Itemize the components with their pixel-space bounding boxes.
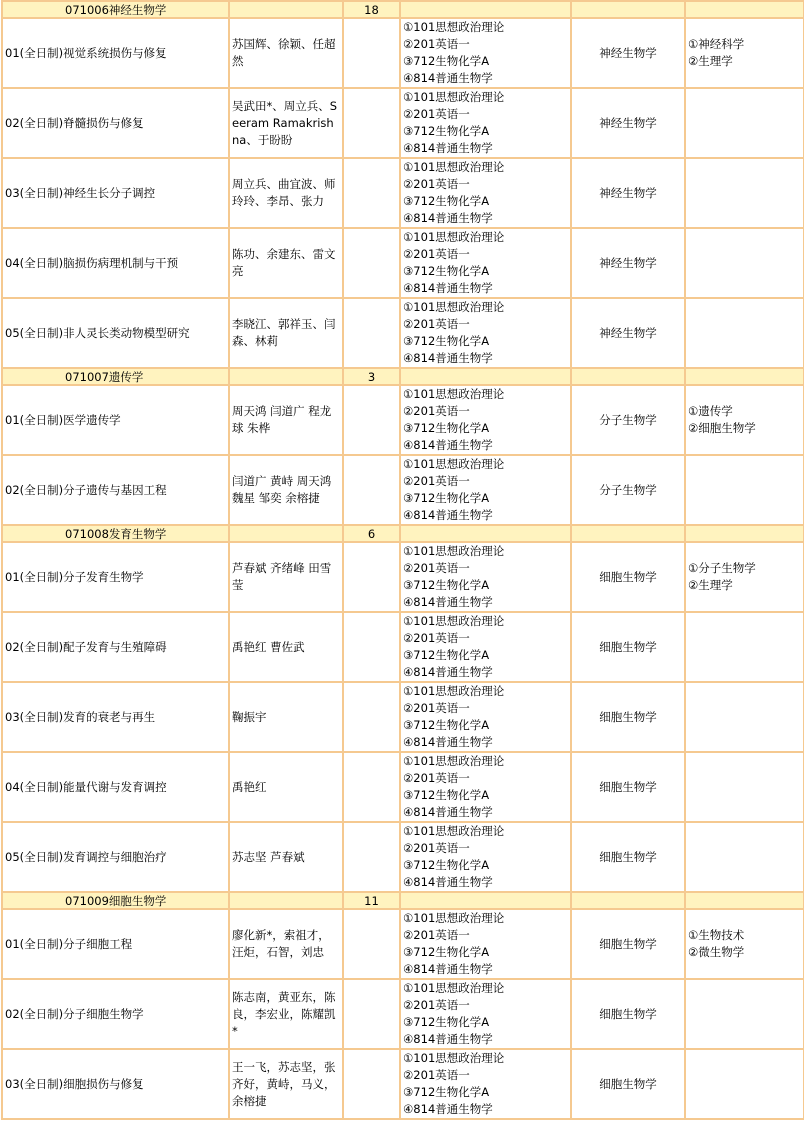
retest-subject: 细胞生物学 — [599, 1076, 657, 1091]
section-header-row — [2, 1, 804, 18]
research-direction: 01(全日制)分子发育生物学 — [5, 569, 144, 584]
retest-subject: 细胞生物学 — [599, 779, 657, 794]
retest-subject: 神经生物学 — [599, 115, 657, 130]
retest-subject-cell — [571, 1049, 685, 1119]
direction-cell — [2, 1049, 229, 1119]
supervisors-cell — [229, 228, 343, 298]
section-title-cell — [2, 525, 229, 542]
section-count-cell — [343, 368, 400, 385]
retest-subject: 细胞生物学 — [599, 709, 657, 724]
exam-subject: ③712生物化学A — [403, 421, 490, 435]
supplement-subject: ①遗传学 — [688, 404, 733, 418]
count-cell — [343, 18, 400, 88]
table-row — [2, 18, 804, 88]
section-header-row — [2, 368, 804, 385]
section-enrollment-count: 11 — [364, 893, 379, 908]
table-row — [2, 542, 804, 612]
exam-subject: ②201英语一 — [403, 701, 470, 715]
exam-subject: ③712生物化学A — [403, 1015, 490, 1029]
exam-subject: ③712生物化学A — [403, 194, 490, 208]
supervisor-names: 陈功、余建东、雷文亮 — [232, 247, 336, 278]
supervisors-cell — [229, 385, 343, 455]
empty-cell — [400, 525, 571, 542]
empty-cell — [571, 368, 685, 385]
supplement-subject: ①分子生物学 — [688, 561, 756, 575]
exam-subject: ③712生物化学A — [403, 718, 490, 732]
research-direction: 02(全日制)分子遗传与基因工程 — [5, 482, 167, 497]
retest-subject-cell — [571, 822, 685, 892]
direction-cell — [2, 822, 229, 892]
retest-subject: 神经生物学 — [599, 185, 657, 200]
exam-subject: ②201英语一 — [403, 841, 470, 855]
direction-cell — [2, 752, 229, 822]
table-row — [2, 752, 804, 822]
section-title-cell — [2, 368, 229, 385]
exam-subject: ①101思想政治理论 — [403, 457, 505, 471]
research-direction: 04(全日制)脑损伤病理机制与干预 — [5, 255, 179, 270]
exam-subjects-cell — [400, 979, 571, 1049]
exam-subject: ②201英语一 — [403, 928, 470, 942]
direction-cell — [2, 909, 229, 979]
research-direction: 02(全日制)脊髓损伤与修复 — [5, 115, 144, 130]
supervisor-names: 鞠振宇 — [232, 709, 267, 724]
retest-subject-cell — [571, 385, 685, 455]
supervisors-cell — [229, 612, 343, 682]
section-code-name: 071006神经生物学 — [65, 2, 167, 17]
exam-subject: ①101思想政治理论 — [403, 300, 505, 314]
table-row — [2, 88, 804, 158]
exam-subjects-cell — [400, 455, 571, 525]
exam-subject: ④814普通生物学 — [403, 805, 493, 819]
direction-cell — [2, 385, 229, 455]
empty-cell — [400, 1, 571, 18]
section-header-row — [2, 525, 804, 542]
retest-subject: 分子生物学 — [599, 412, 657, 427]
retest-subject: 细胞生物学 — [599, 936, 657, 951]
research-direction: 03(全日制)神经生长分子调控 — [5, 185, 156, 200]
exam-subject: ②201英语一 — [403, 404, 470, 418]
retest-subject-cell — [571, 909, 685, 979]
retest-subject: 细胞生物学 — [599, 1006, 657, 1021]
exam-subject: ④814普通生物学 — [403, 1032, 493, 1046]
empty-cell — [685, 892, 804, 909]
section-code-name: 071008发育生物学 — [65, 526, 167, 541]
section-count-cell — [343, 1, 400, 18]
research-direction: 02(全日制)分子细胞生物学 — [5, 1006, 144, 1021]
exam-subject: ①101思想政治理论 — [403, 824, 505, 838]
exam-subject: ②201英语一 — [403, 474, 470, 488]
supervisors-cell — [229, 158, 343, 228]
exam-subject: ③712生物化学A — [403, 858, 490, 872]
section-count-cell — [343, 525, 400, 542]
supervisor-names: 禹艳红 曹佐武 — [232, 639, 305, 654]
supervisor-names: 闫道广 黄峙 周天鸿 魏星 邹奕 余榕捷 — [232, 474, 332, 505]
supervisor-names: 周天鸿 闫道广 程龙球 朱桦 — [232, 404, 332, 435]
section-code-name: 071009细胞生物学 — [65, 893, 167, 908]
exam-subject: ②201英语一 — [403, 177, 470, 191]
empty-cell — [685, 1, 804, 18]
retest-subject-cell — [571, 612, 685, 682]
exam-subject: ③712生物化学A — [403, 334, 490, 348]
supervisors-cell — [229, 88, 343, 158]
supplement-subjects-cell — [685, 612, 804, 682]
direction-cell — [2, 228, 229, 298]
supplement-subjects-cell — [685, 682, 804, 752]
exam-subject: ②201英语一 — [403, 998, 470, 1012]
supplement-subjects-cell — [685, 752, 804, 822]
count-cell — [343, 88, 400, 158]
supplement-subjects-cell — [685, 88, 804, 158]
retest-subject-cell — [571, 979, 685, 1049]
table-row — [2, 298, 804, 368]
exam-subject: ①101思想政治理论 — [403, 911, 505, 925]
research-direction: 01(全日制)视觉系统损伤与修复 — [5, 45, 167, 60]
empty-cell — [400, 892, 571, 909]
count-cell — [343, 822, 400, 892]
section-code-name: 071007遗传学 — [65, 369, 144, 384]
supervisors-cell — [229, 752, 343, 822]
supplement-subject: ②生理学 — [688, 54, 733, 68]
supervisors-cell — [229, 455, 343, 525]
direction-cell — [2, 612, 229, 682]
research-direction: 04(全日制)能量代谢与发育调控 — [5, 779, 167, 794]
retest-subject-cell — [571, 18, 685, 88]
retest-subject: 神经生物学 — [599, 45, 657, 60]
exam-subjects-cell — [400, 612, 571, 682]
direction-cell — [2, 18, 229, 88]
supervisors-cell — [229, 18, 343, 88]
research-direction: 03(全日制)细胞损伤与修复 — [5, 1076, 144, 1091]
empty-cell — [685, 368, 804, 385]
supervisors-cell — [229, 822, 343, 892]
supplement-subject: ①神经科学 — [688, 37, 745, 51]
exam-subject: ②201英语一 — [403, 1068, 470, 1082]
exam-subjects-cell — [400, 752, 571, 822]
exam-subject: ④814普通生物学 — [403, 438, 493, 452]
section-enrollment-count: 18 — [364, 2, 379, 17]
exam-subject: ①101思想政治理论 — [403, 614, 505, 628]
research-direction: 03(全日制)发育的衰老与再生 — [5, 709, 156, 724]
exam-subject: ②201英语一 — [403, 37, 470, 51]
table-row — [2, 1049, 804, 1119]
exam-subject: ①101思想政治理论 — [403, 684, 505, 698]
empty-cell — [229, 1, 343, 18]
supervisor-names: 李晓江、郭祥玉、闫森、林莉 — [232, 317, 336, 348]
empty-cell — [571, 892, 685, 909]
direction-cell — [2, 542, 229, 612]
supplement-subjects-cell — [685, 158, 804, 228]
exam-subjects-cell — [400, 18, 571, 88]
exam-subject: ①101思想政治理论 — [403, 20, 505, 34]
supervisors-cell — [229, 298, 343, 368]
exam-subject: ④814普通生物学 — [403, 735, 493, 749]
retest-subject-cell — [571, 228, 685, 298]
table-row — [2, 385, 804, 455]
exam-subject: ④814普通生物学 — [403, 595, 493, 609]
count-cell — [343, 298, 400, 368]
count-cell — [343, 542, 400, 612]
retest-subject: 神经生物学 — [599, 255, 657, 270]
exam-subjects-cell — [400, 682, 571, 752]
direction-cell — [2, 88, 229, 158]
count-cell — [343, 158, 400, 228]
research-direction: 01(全日制)医学遗传学 — [5, 412, 121, 427]
retest-subject: 细胞生物学 — [599, 849, 657, 864]
exam-subjects-cell — [400, 385, 571, 455]
retest-subject: 分子生物学 — [599, 482, 657, 497]
empty-cell — [400, 368, 571, 385]
count-cell — [343, 682, 400, 752]
exam-subject: ②201英语一 — [403, 317, 470, 331]
admissions-table-body — [2, 1, 804, 1119]
exam-subject: ③712生物化学A — [403, 788, 490, 802]
table-row — [2, 455, 804, 525]
count-cell — [343, 385, 400, 455]
exam-subject: ③712生物化学A — [403, 264, 490, 278]
supplement-subjects-cell — [685, 298, 804, 368]
supervisor-names: 苏志坚 芦春斌 — [232, 849, 305, 864]
exam-subjects-cell — [400, 1049, 571, 1119]
exam-subject: ③712生物化学A — [403, 124, 490, 138]
exam-subject: ①101思想政治理论 — [403, 981, 505, 995]
supervisor-names: 陈志南，黄亚东，陈良，李宏业，陈耀凯* — [232, 989, 336, 1038]
retest-subject-cell — [571, 752, 685, 822]
research-direction: 01(全日制)分子细胞工程 — [5, 936, 133, 951]
exam-subject: ②201英语一 — [403, 771, 470, 785]
exam-subject: ③712生物化学A — [403, 491, 490, 505]
retest-subject: 细胞生物学 — [599, 639, 657, 654]
supplement-subjects-cell — [685, 979, 804, 1049]
table-row — [2, 158, 804, 228]
exam-subject: ④814普通生物学 — [403, 71, 493, 85]
exam-subject: ③712生物化学A — [403, 54, 490, 68]
research-direction: 02(全日制)配子发育与生殖障碍 — [5, 639, 167, 654]
empty-cell — [685, 525, 804, 542]
direction-cell — [2, 298, 229, 368]
exam-subject: ①101思想政治理论 — [403, 160, 505, 174]
table-row — [2, 682, 804, 752]
table-row — [2, 228, 804, 298]
retest-subject: 细胞生物学 — [599, 569, 657, 584]
count-cell — [343, 455, 400, 525]
count-cell — [343, 752, 400, 822]
empty-cell — [571, 525, 685, 542]
supplement-subject: ②生理学 — [688, 578, 733, 592]
count-cell — [343, 979, 400, 1049]
supplement-subjects-cell — [685, 18, 804, 88]
exam-subjects-cell — [400, 909, 571, 979]
supervisor-names: 周立兵、曲宜波、师玲玲、李昂、张力 — [232, 177, 336, 208]
section-header-row — [2, 892, 804, 909]
exam-subject: ④814普通生物学 — [403, 141, 493, 155]
exam-subject: ②201英语一 — [403, 247, 470, 261]
supervisors-cell — [229, 909, 343, 979]
exam-subject: ①101思想政治理论 — [403, 754, 505, 768]
count-cell — [343, 228, 400, 298]
supervisors-cell — [229, 1049, 343, 1119]
exam-subject: ①101思想政治理论 — [403, 387, 505, 401]
supervisor-names: 王一飞，苏志坚，张齐好，黄峙，马义，余榕捷 — [232, 1059, 336, 1108]
exam-subject: ④814普通生物学 — [403, 281, 493, 295]
exam-subject: ④814普通生物学 — [403, 1102, 493, 1116]
supplement-subjects-cell — [685, 822, 804, 892]
empty-cell — [229, 892, 343, 909]
table-row — [2, 612, 804, 682]
supervisors-cell — [229, 682, 343, 752]
research-direction: 05(全日制)发育调控与细胞治疗 — [5, 849, 167, 864]
section-title-cell — [2, 1, 229, 18]
exam-subject: ①101思想政治理论 — [403, 544, 505, 558]
retest-subject-cell — [571, 542, 685, 612]
supervisors-cell — [229, 979, 343, 1049]
exam-subjects-cell — [400, 88, 571, 158]
supplement-subject: ①生物技术 — [688, 928, 745, 942]
retest-subject-cell — [571, 88, 685, 158]
exam-subject: ①101思想政治理论 — [403, 90, 505, 104]
direction-cell — [2, 455, 229, 525]
exam-subject: ③712生物化学A — [403, 648, 490, 662]
empty-cell — [229, 368, 343, 385]
count-cell — [343, 909, 400, 979]
empty-cell — [571, 1, 685, 18]
exam-subject: ④814普通生物学 — [403, 211, 493, 225]
research-direction: 05(全日制)非人灵长类动物模型研究 — [5, 325, 190, 340]
retest-subject-cell — [571, 455, 685, 525]
admissions-table — [1, 0, 804, 1120]
retest-subject-cell — [571, 682, 685, 752]
supplement-subject: ②微生物学 — [688, 945, 745, 959]
exam-subject: ③712生物化学A — [403, 1085, 490, 1099]
exam-subject: ②201英语一 — [403, 631, 470, 645]
retest-subject: 神经生物学 — [599, 325, 657, 340]
table-row — [2, 909, 804, 979]
count-cell — [343, 612, 400, 682]
supervisor-names: 禹艳红 — [232, 779, 267, 794]
exam-subject: ②201英语一 — [403, 561, 470, 575]
table-row — [2, 822, 804, 892]
exam-subject: ②201英语一 — [403, 107, 470, 121]
exam-subjects-cell — [400, 228, 571, 298]
direction-cell — [2, 979, 229, 1049]
supplement-subjects-cell — [685, 385, 804, 455]
retest-subject-cell — [571, 158, 685, 228]
exam-subjects-cell — [400, 298, 571, 368]
exam-subjects-cell — [400, 542, 571, 612]
supervisor-names: 廖化新*，索祖才，汪炬，石智，刘忠 — [232, 928, 330, 959]
supervisor-names: 苏国辉、徐颖、任超然 — [232, 37, 336, 68]
exam-subject: ④814普通生物学 — [403, 351, 493, 365]
direction-cell — [2, 682, 229, 752]
section-enrollment-count: 6 — [367, 526, 376, 541]
table-row — [2, 979, 804, 1049]
supplement-subjects-cell — [685, 228, 804, 298]
exam-subject: ④814普通生物学 — [403, 875, 493, 889]
supplement-subjects-cell — [685, 909, 804, 979]
supplement-subjects-cell — [685, 455, 804, 525]
supplement-subject: ②细胞生物学 — [688, 421, 756, 435]
supplement-subjects-cell — [685, 542, 804, 612]
exam-subjects-cell — [400, 158, 571, 228]
supervisor-names: 芦春斌 齐绪峰 田雪莹 — [232, 561, 332, 592]
exam-subject: ④814普通生物学 — [403, 665, 493, 679]
supervisor-names: 吴武田*、周立兵、Seeram Ramakrishna、于盼盼 — [232, 98, 338, 147]
exam-subject: ①101思想政治理论 — [403, 1051, 505, 1065]
exam-subject: ③712生物化学A — [403, 945, 490, 959]
exam-subject: ④814普通生物学 — [403, 962, 493, 976]
exam-subjects-cell — [400, 822, 571, 892]
exam-subject: ①101思想政治理论 — [403, 230, 505, 244]
retest-subject-cell — [571, 298, 685, 368]
direction-cell — [2, 158, 229, 228]
supervisors-cell — [229, 542, 343, 612]
section-count-cell — [343, 892, 400, 909]
empty-cell — [229, 525, 343, 542]
section-enrollment-count: 3 — [367, 369, 376, 384]
exam-subject: ③712生物化学A — [403, 578, 490, 592]
exam-subject: ④814普通生物学 — [403, 508, 493, 522]
section-title-cell — [2, 892, 229, 909]
count-cell — [343, 1049, 400, 1119]
supplement-subjects-cell — [685, 1049, 804, 1119]
